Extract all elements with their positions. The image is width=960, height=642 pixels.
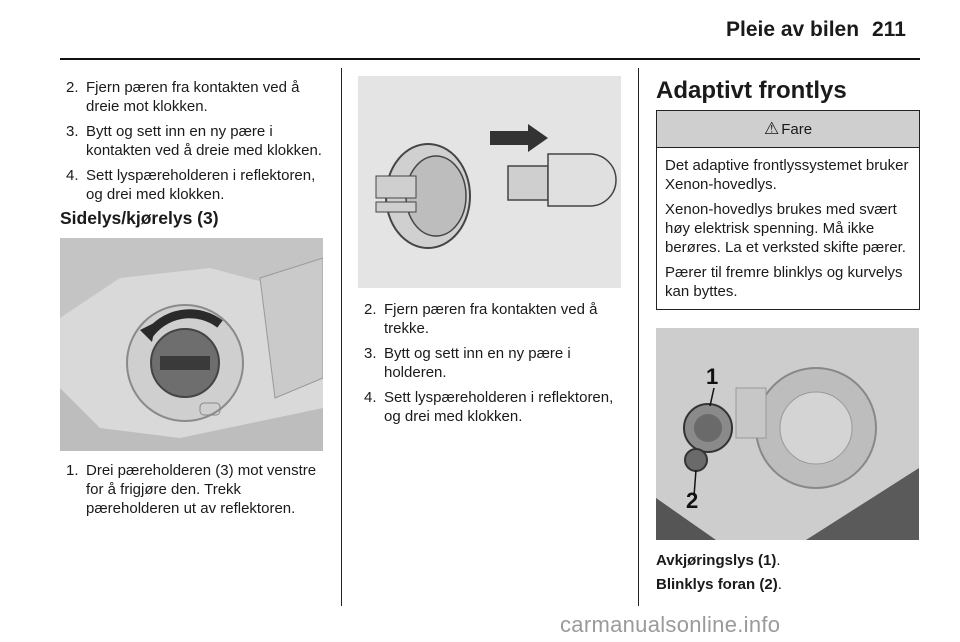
callout-label-2: 2 <box>686 488 699 513</box>
bulb-holder-illustration <box>358 76 621 288</box>
warning-paragraph: Det adaptive frontlyssystemet bruker Xenon-hovedlys. <box>665 157 909 193</box>
list-item: 3. Bytt og sett inn en ny pære i holderen. <box>364 345 571 381</box>
section-heading-adaptive: Adaptivt frontlys <box>656 77 847 104</box>
column-divider-2 <box>638 68 639 606</box>
warning-paragraph: Pærer til fremre blinklys og kurvelys kan byttes. <box>665 264 903 300</box>
watermark: carmanualsonline.info <box>560 612 781 637</box>
warning-title: Fare <box>781 120 813 138</box>
caption-low-beam: Avkjøringslys (1). <box>656 552 781 569</box>
running-header-title: Pleie av bilen <box>726 18 860 41</box>
page-number: 211 <box>872 18 906 41</box>
caption-turn-signal: Blinklys foran (2). <box>656 576 782 593</box>
headlight-bulbs-photo <box>656 328 919 540</box>
column-divider-1 <box>341 68 342 606</box>
warning-header <box>657 111 919 148</box>
list-item: 2. Fjern pæren fra kontakten ved å trekke. <box>364 301 598 337</box>
side-light-bulb-photo <box>60 238 323 451</box>
list-item: 3. Bytt og sett inn en ny pære i kontakten ved å dreie med klokken. <box>66 123 322 159</box>
warning-triangle-icon: ⚠ <box>763 119 780 138</box>
warning-paragraph: Xenon-hovedlys brukes med svært høy elektrisk spenning. Må ikke berøres. La et verksted skifte pærer. <box>665 201 906 256</box>
list-item: 2. Fjern pæren fra kontakten ved å dreie mot klokken. <box>66 79 300 115</box>
header-rule <box>60 58 920 60</box>
list-item: 1. Drei pæreholderen (3) mot venstre for å frigjøre den. Trekk pæreholderen ut av reflektoren. <box>66 462 317 517</box>
callout-label-1: 1 <box>706 364 719 389</box>
column-1-steps-top <box>60 78 330 210</box>
section-heading: Sidelys/kjørelys (3) <box>60 208 219 228</box>
column-1-steps-bottom <box>60 461 330 524</box>
warning-body <box>657 148 919 309</box>
column-2-steps <box>358 300 623 432</box>
warning-box <box>656 110 920 310</box>
list-item: 4. Sett lyspæreholderen i reflektoren, og drei med klokken. <box>66 167 316 203</box>
list-item: 4. Sett lyspæreholderen i reflektoren, og drei med klokken. <box>364 389 614 425</box>
